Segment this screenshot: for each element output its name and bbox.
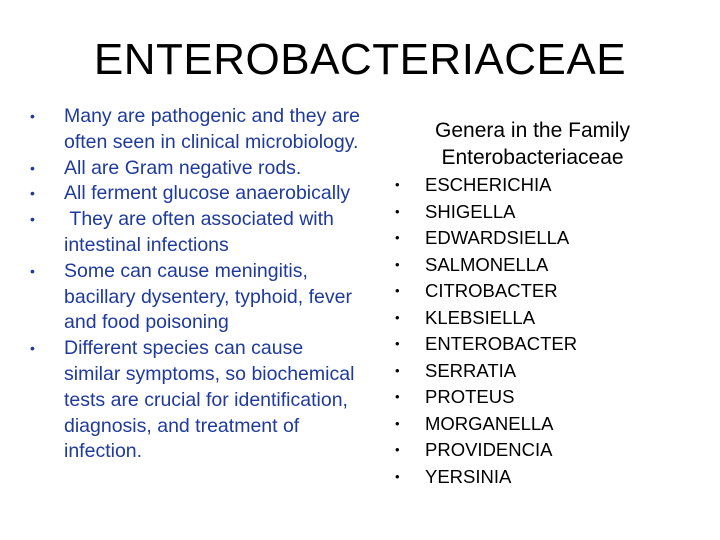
left-bullet-text: All are Gram negative rods.	[64, 156, 302, 179]
bullet-icon: •	[395, 256, 400, 272]
genera-heading-line2: Enterobacteriaceae	[441, 146, 624, 169]
bullet-icon: •	[395, 203, 400, 219]
bullet-icon: •	[30, 340, 35, 357]
left-bullet-list	[30, 104, 360, 465]
genus-name: PROTEUS	[425, 386, 515, 407]
genus-item	[395, 331, 695, 358]
bullet-icon: •	[30, 262, 35, 279]
left-bullet-item	[30, 259, 360, 336]
bullet-icon: •	[395, 230, 400, 245]
slide-title: ENTEROBACTERIACEAE	[93, 35, 627, 84]
genus-item	[395, 278, 695, 305]
left-bullet-item	[30, 104, 360, 156]
bullet-icon: •	[30, 159, 35, 176]
genus-name: YERSINIA	[425, 465, 512, 487]
genera-heading	[400, 117, 665, 171]
bullet-icon: •	[395, 177, 400, 192]
genus-name: SHIGELLA	[425, 200, 516, 222]
bullet-icon: •	[395, 415, 400, 431]
genera-list	[395, 172, 695, 490]
left-bullet-text: Different species can cause similar symptoms, so biochemical tests are crucial for identification, diagnosis, and treatment of infection.	[64, 337, 355, 463]
left-bullet-text: All ferment glucose anaerobically	[64, 182, 351, 205]
bullet-icon: •	[30, 185, 35, 202]
bullet-icon: •	[395, 442, 400, 457]
left-bullet-text: Many are pathogenic and they are often seen in clinical microbiology.	[64, 105, 360, 153]
genus-name: MORGANELLA	[425, 412, 554, 434]
genus-item	[395, 437, 695, 464]
genus-name: ESCHERICHIA	[425, 174, 552, 195]
genus-name: EDWARDSIELLA	[425, 227, 570, 248]
bullet-icon: •	[395, 362, 400, 378]
left-bullet-item	[30, 156, 360, 182]
genus-item	[395, 411, 695, 438]
genus-item	[395, 225, 695, 252]
left-bullet-item	[30, 336, 360, 465]
genus-item	[395, 384, 695, 411]
bullet-icon: •	[30, 211, 35, 228]
left-bullet-item	[30, 181, 360, 207]
bullet-icon: •	[395, 389, 400, 404]
genus-name: SALMONELLA	[425, 253, 549, 275]
left-bullet-text: Some can cause meningitis, bacillary dysentery, typhoid, fever and food poisoning	[64, 259, 352, 334]
left-bullet-text: They are often associated with intestinal infections	[64, 208, 340, 256]
genus-item	[395, 172, 695, 199]
genus-item	[395, 199, 695, 226]
genus-item	[395, 252, 695, 279]
bullet-icon: •	[395, 468, 400, 484]
genus-item	[395, 305, 695, 332]
genus-name: KLEBSIELLA	[425, 306, 536, 328]
bullet-icon: •	[395, 283, 400, 298]
genus-name: SERRATIA	[425, 359, 517, 381]
genus-name: CITROBACTER	[425, 280, 558, 301]
bullet-icon: •	[395, 336, 400, 351]
genera-heading-line1: Genera in the Family	[435, 119, 630, 142]
bullet-icon: •	[395, 309, 400, 325]
genus-name: PROVIDENCIA	[425, 439, 553, 460]
genus-item	[395, 358, 695, 385]
genus-item	[395, 464, 695, 491]
bullet-icon: •	[30, 108, 35, 124]
genus-name: ENTEROBACTER	[425, 333, 578, 354]
left-bullet-item	[30, 207, 360, 259]
